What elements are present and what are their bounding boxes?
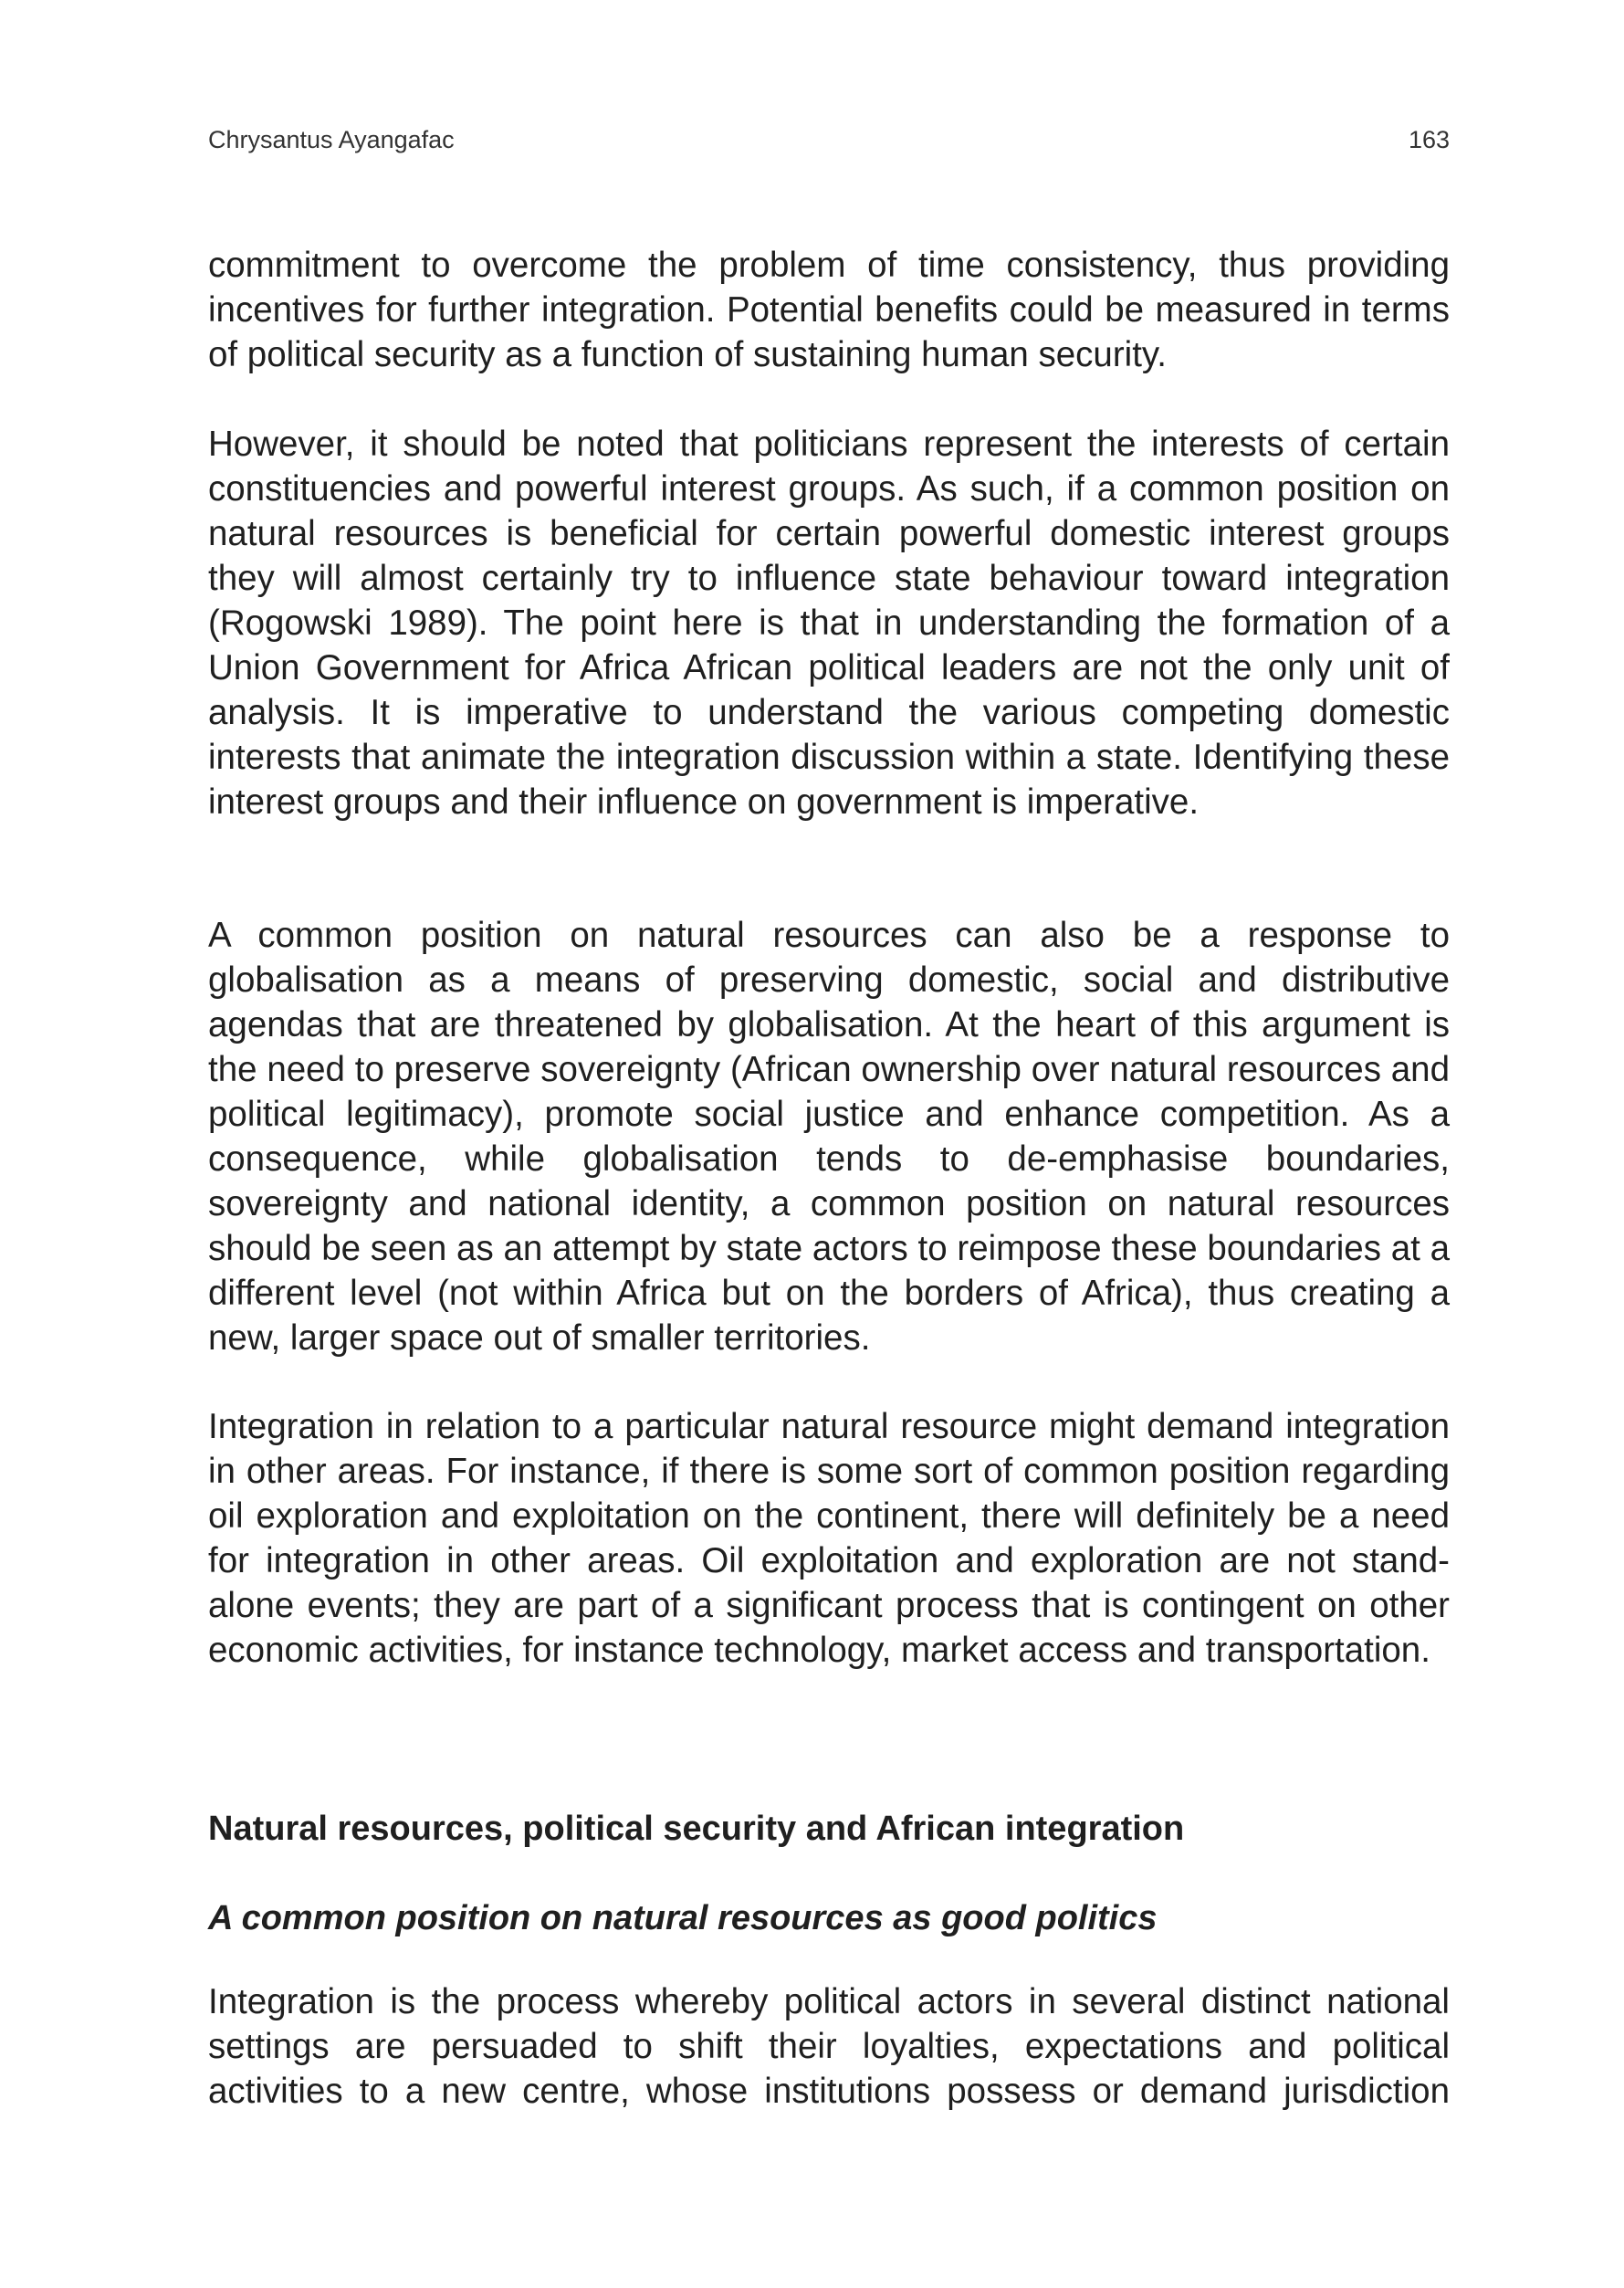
paragraph-1: commitment to overcome the problem of time consistency, thus providing incentives for further integration. Potential benefits could be measured in terms of political security as a function of sustaining human security. <box>208 246 1450 374</box>
page-number: 163 <box>1408 126 1450 153</box>
paragraph-2: However, it should be noted that politicians represent the interests of certain constituencies and powerful interest groups. As such, if a common position on natural resources is beneficial for certain powerful domestic interest groups they will almost certainly try to influence state behaviour toward integration (Rogowski 1989). The point here is that in understanding the formation of a Union Government for Africa African political leaders are not the only unit of analysis. It is imperative to understand the various competing domestic interests that animate the integration discussion within a state. Identifying these interest groups and their influence on government is imperative. <box>208 425 1450 822</box>
paragraph-4: Integration in relation to a particular natural resource might demand integration in other areas. For instance, if there is some sort of common position regarding oil exploration and exploitation on the continent, there will definitely be a need for integration in other areas. Oil exploitation and exploration are not stand-alone events; they are part of a significant process that is contingent on other economic activities, for instance technology, market access and transportation. <box>208 1407 1450 1670</box>
subsection-heading: A common position on natural resources as good politics <box>208 1899 1158 1937</box>
running-head-author: Chrysantus Ayangafac <box>208 126 455 153</box>
paragraph-5: Integration is the process whereby political actors in several distinct national settings are persuaded to shift their loyalties, expectations and political activities to a new centre, whose institutions possess or demand jurisdiction <box>208 1982 1450 2111</box>
paragraph-3: A common position on natural resources can also be a response to globalisation as a means of preserving domestic, social and distributive agendas that are threatened by globalisation. At the heart of this argument is the need to preserve sovereignty (African ownership over natural resources and political legitimacy), promote social justice and enhance competition. As a consequence, while globalisation tends to de-emphasise boundaries, sovereignty and national identity, a common position on natural resources should be seen as an attempt by state actors to reimpose these boundaries at a different level (not within Africa but on the borders of Africa), thus creating a new, larger space out of smaller territories. <box>208 916 1450 1358</box>
section-heading: Natural resources, political security and African integration <box>208 1810 1185 1848</box>
